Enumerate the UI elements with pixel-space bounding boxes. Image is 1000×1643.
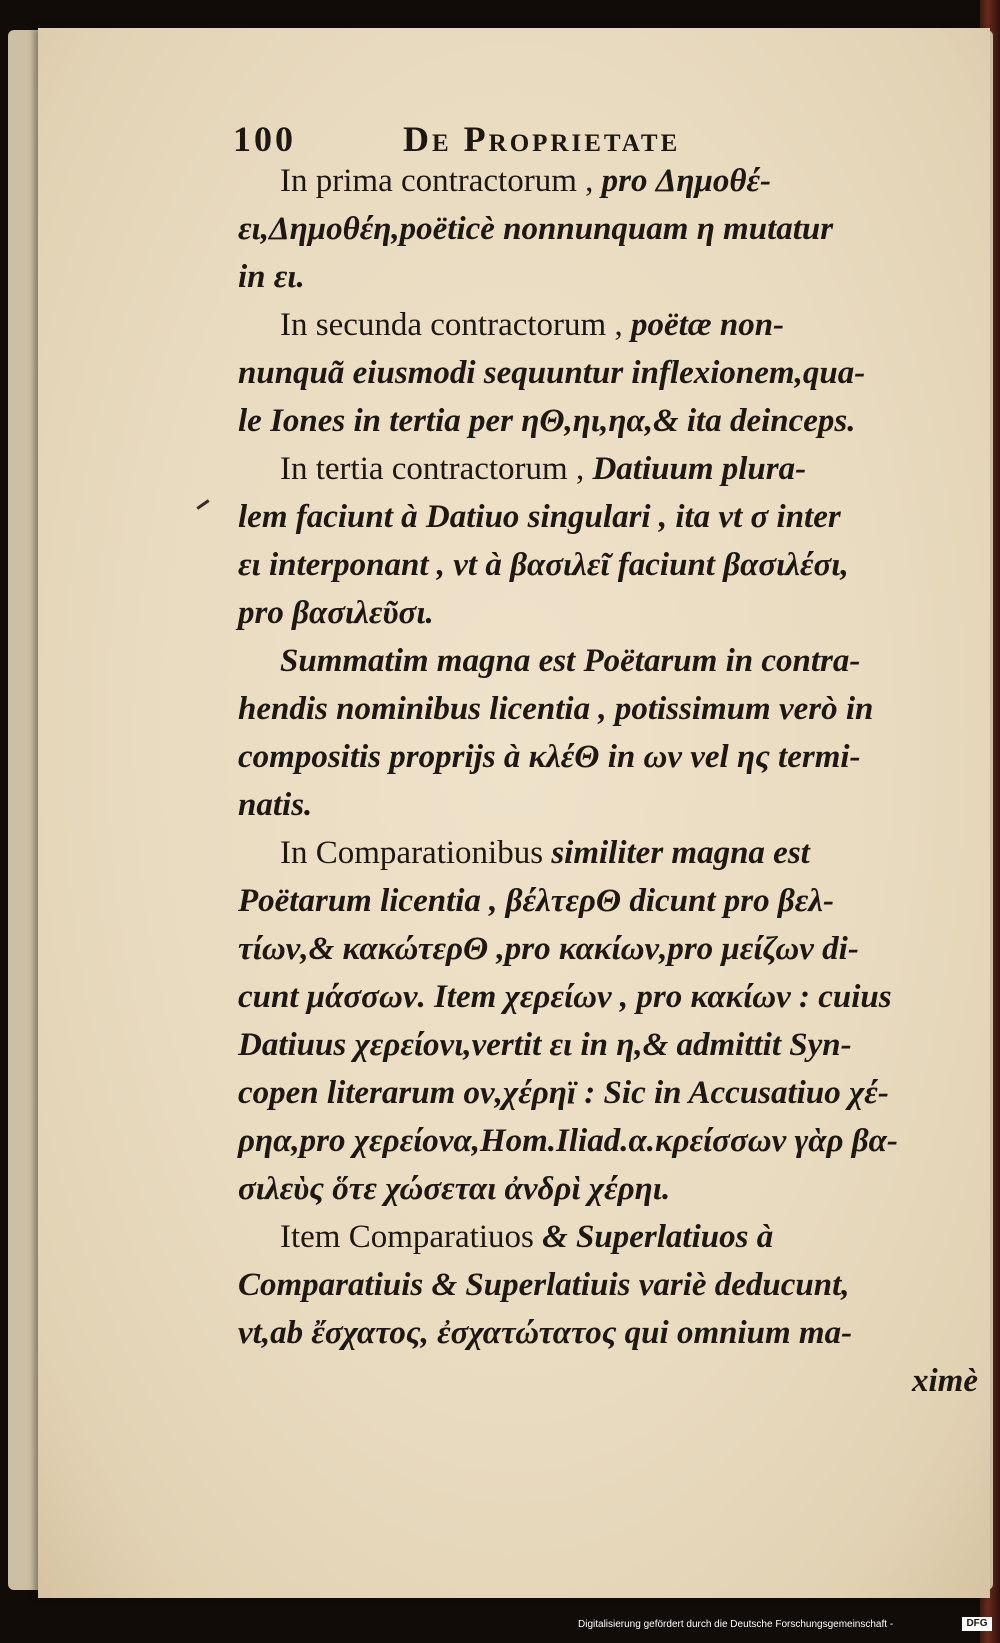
page-number: 100: [233, 119, 296, 159]
text-line: compositis proprijs à κλέΘ in ων vel ης termi-: [238, 739, 861, 775]
text-line: ρηα,pro χερείονα,Hom.Iliad.α.κρείσσων γὰρ βα-: [238, 1123, 898, 1159]
text-line: σιλεὺς ὅτε χώσεται ἀνδρὶ χέρηι.: [238, 1171, 671, 1207]
text-line: in ει.: [238, 259, 305, 295]
text-line: In tertia contractorum , Datiuum plura-: [280, 451, 807, 487]
text-line: le Iones in tertia per ηΘ,ηι,ηα,& ita deinceps.: [238, 403, 856, 439]
text-line: τίων,& κακώτερΘ ,pro κακίων,pro μείζων di-: [238, 931, 859, 967]
marginal-ink-mark: [196, 499, 209, 509]
text-line: In prima contractorum , pro Δημοθέ-: [280, 163, 772, 199]
text-line: Item Comparatiuos & Superlatiuos à: [280, 1219, 774, 1255]
book-page: [38, 28, 990, 1598]
text-line: pro βασιλεῦσι.: [238, 595, 434, 631]
text-line: nunquã eiusmodi sequuntur inflexionem,qua-: [238, 355, 866, 391]
text-line: In secunda contractorum , poëtæ non-: [280, 307, 785, 343]
catchword: ximè: [912, 1363, 978, 1399]
running-title: De Proprietate: [403, 119, 681, 159]
text-line: hendis nominibus licentia , potissimum verò in: [238, 691, 874, 727]
dfg-logo: DFG: [962, 1617, 992, 1631]
text-line: Poëtarum licentia , βέλτερΘ dicunt pro βελ-: [238, 883, 834, 919]
text-line: copen literarum ον,χέρηϊ : Sic in Accusatiuo χέ-: [238, 1075, 889, 1111]
text-line: ει,Δημοθέη,poëticè nonnunquam η mutatur: [238, 211, 834, 247]
text-line: Summatim magna est Poëtarum in contra-: [280, 643, 861, 679]
text-line: cunt μάσσων. Item χερείων , pro κακίων : cuius: [238, 979, 892, 1015]
text-line: Datiuus χερείονι,vertit ει in η,& admittit Syn-: [238, 1027, 852, 1063]
text-line: natis.: [238, 787, 313, 823]
text-line: vt,ab ἔσχατος, ἐσχατώτατος qui omnium ma-: [238, 1315, 853, 1351]
digitization-credit: Digitalisierung gefördert durch die Deutsche Forschungsgemeinschaft -: [578, 1619, 894, 1630]
text-line: ει interponant , vt à βασιλεῖ faciunt βασιλέσι,: [238, 547, 849, 583]
text-line: In Comparationibus similiter magna est: [280, 835, 810, 871]
text-line: lem faciunt à Datiuo singulari , ita vt σ inter: [238, 499, 841, 535]
page-text: [38, 28, 990, 1598]
text-line: Comparatiuis & Superlatiuis variè deducunt,: [238, 1267, 850, 1303]
